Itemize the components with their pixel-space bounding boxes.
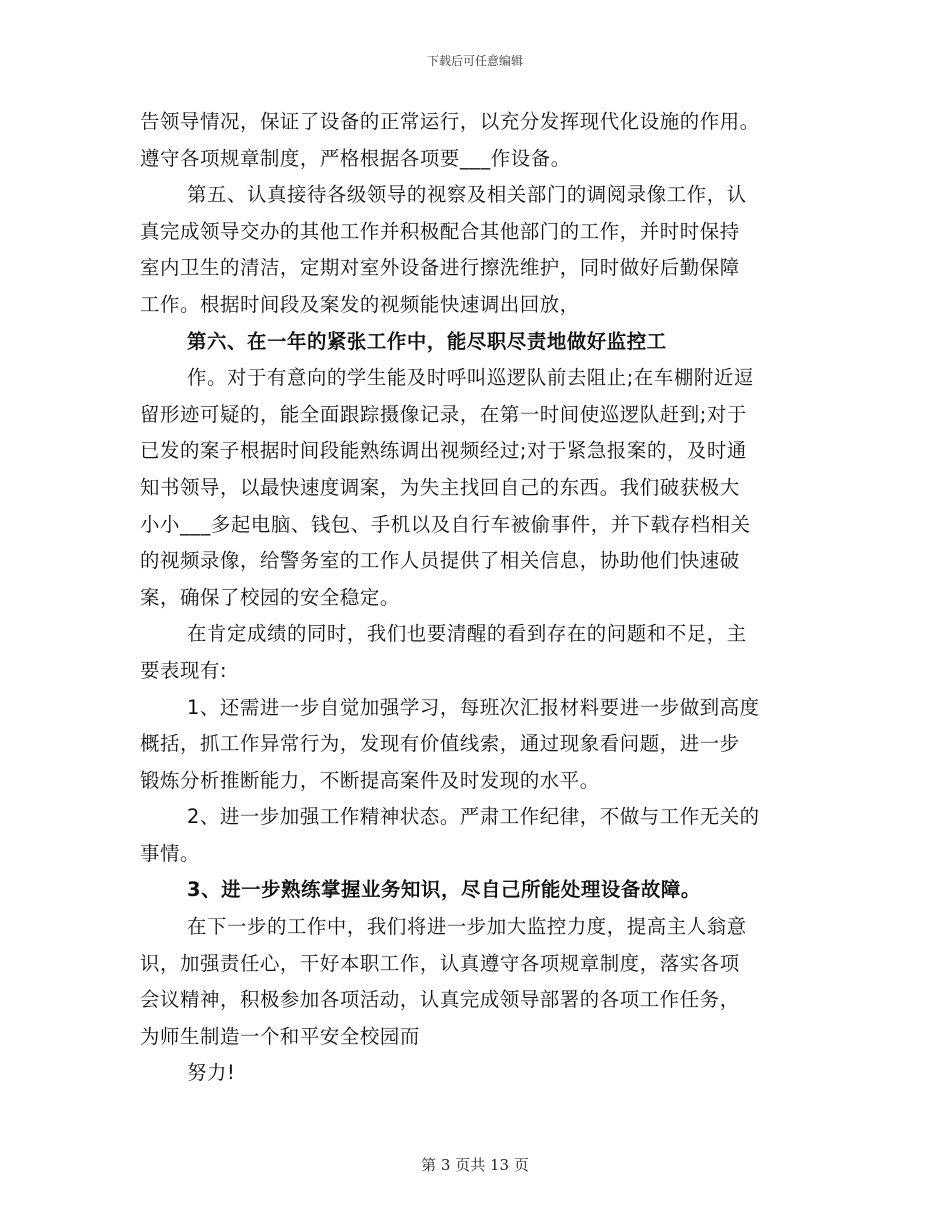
text-line: 留形迹可疑的，能全面跟踪摄像记录，在第一时间使巡逻队赶到;对于	[140, 402, 747, 426]
paragraph-start-line: 作。对于有意向的学生能及时呼叫巡逻队前去阻止;在车棚附近逗	[187, 366, 754, 390]
text-line: 案，确保了校园的安全稳定。	[140, 585, 400, 609]
bold-heading-line: 第六、在一年的紧张工作中，能尽职尽责地做好监控工	[187, 329, 667, 353]
text-line: 真完成领导交办的其他工作并积极配合其他部门的工作，并时时保持	[140, 219, 740, 243]
text-line: 识，加强责任心，干好本职工作，认真遵守各项规章制度，落实各项	[140, 951, 740, 975]
text-line: 事情。	[140, 841, 200, 865]
text-line: 的视频录像，给警务室的工作人员提供了相关信息，协助他们快速破	[140, 549, 740, 573]
list-item-1-line: 1、还需进一步自觉加强学习，每班次汇报材料要进一步做到高度	[187, 695, 760, 719]
text-line: 告领导情况，保证了设备的正常运行，以充分发挥现代化设施的作用。	[140, 110, 760, 133]
paragraph-start-line: 第五、认真接待各级领导的视察及相关部门的调阅录像工作，认	[187, 183, 747, 207]
text-line: 已发的案子根据时间段能熟练调出视频经过;对于紧急报案的，及时通	[140, 439, 747, 463]
text-line: 会议精神，积极参加各项活动，认真完成领导部署的各项工作任务，	[140, 988, 740, 1012]
text-line: 工作。根据时间段及案发的视频能快速调出回放，	[140, 292, 580, 316]
page-header: 下载后可任意编辑	[426, 54, 523, 68]
paragraph-start-line: 在下一步的工作中，我们将进一步加大监控力度，提高主人翁意	[187, 915, 747, 939]
text-line: 要表现有:	[140, 658, 228, 682]
list-item-2-line: 2、进一步加强工作精神状态。严肃工作纪律，不做与工作无关的	[187, 805, 760, 829]
closing-line: 努力!	[187, 1061, 236, 1085]
text-line: 概括，抓工作异常行为，发现有价值线索，通过现象看问题，进一步	[140, 732, 740, 756]
paragraph-start-line: 在肯定成绩的同时，我们也要清醒的看到存在的问题和不足，主	[187, 622, 747, 646]
text-line: 遵守各项规章制度，严格根据各项要___作设备。	[140, 146, 571, 170]
document-body	[140, 104, 810, 1092]
page-footer: 第 3 页共 13 页	[421, 1156, 529, 1174]
text-line: 知书领导，以最快速度调案，为失主找回自己的东西。我们破获极大	[140, 475, 740, 499]
text-line: 室内卫生的清洁，定期对室外设备进行擦洗维护，同时做好后勤保障	[140, 256, 740, 280]
text-line: 锻炼分析推断能力，不断提高案件及时发现的水平。	[140, 768, 600, 792]
text-line: 为师生制造一个和平安全校园而	[140, 1024, 420, 1048]
list-item-3-bold-line: 3、进一步熟练掌握业务知识，尽自己所能处理设备故障。	[187, 878, 701, 902]
text-line: 小小___多起电脑、钱包、手机以及自行车被偷事件，并下载存档相关	[140, 512, 751, 536]
